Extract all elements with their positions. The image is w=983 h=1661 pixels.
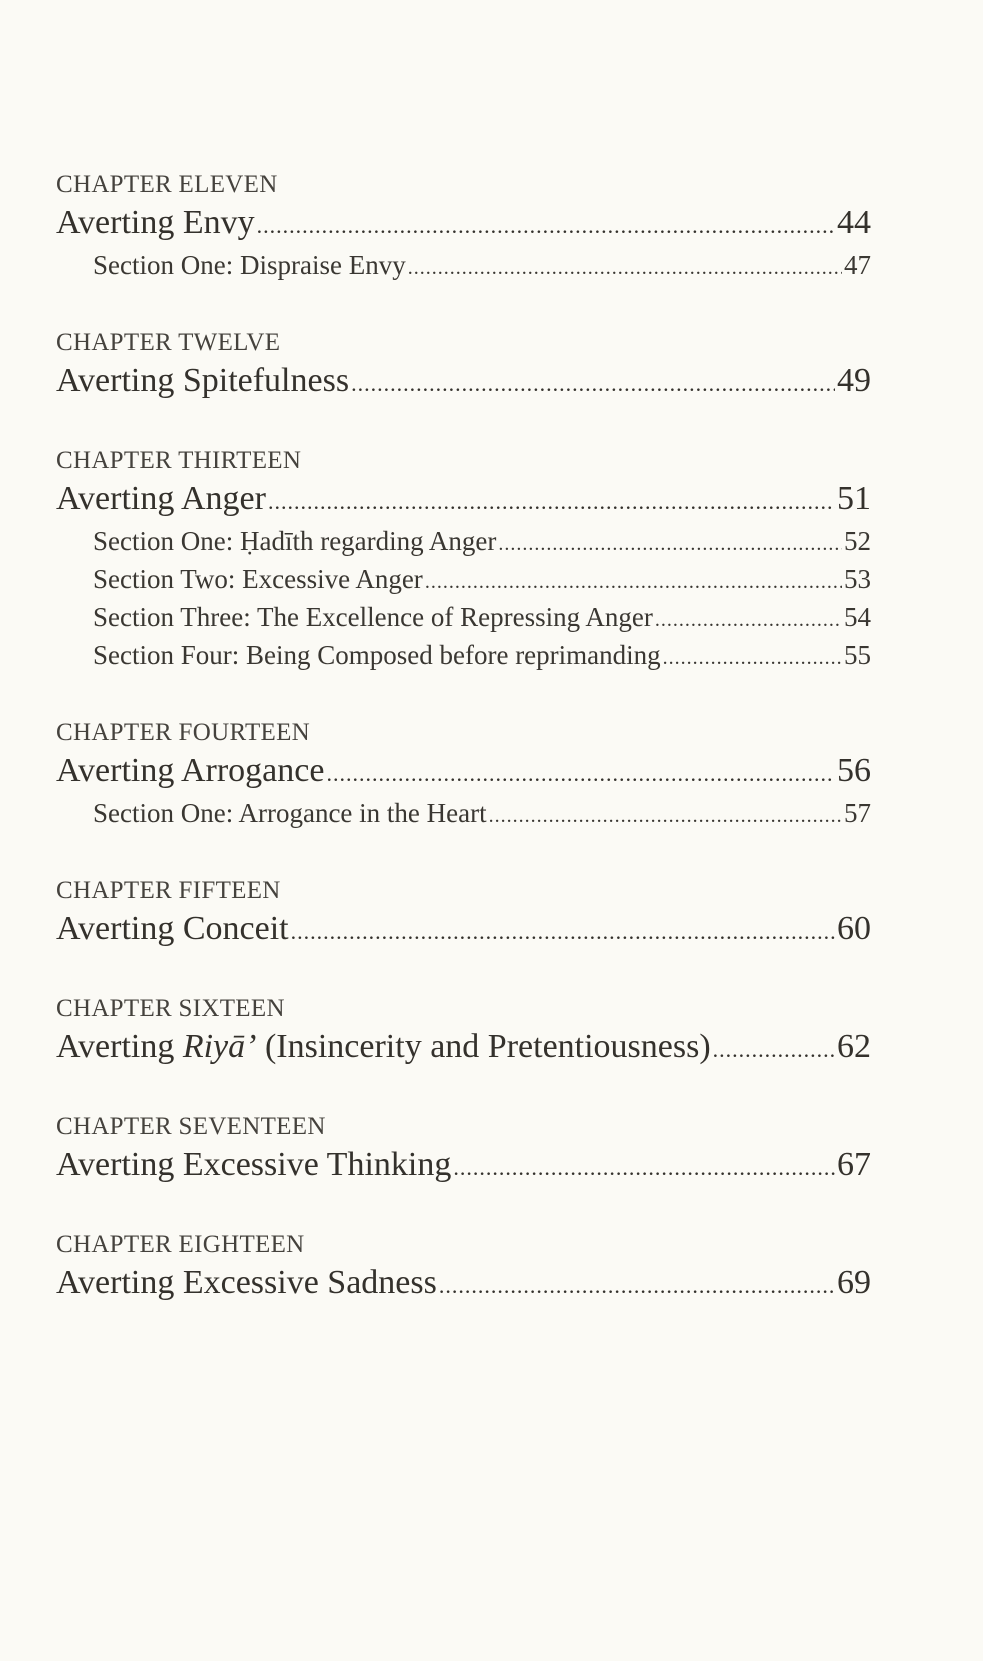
entry-title: Averting Excessive Thinking [56,1146,452,1183]
dot-leader [663,636,842,677]
section-title: Section One: Ḥadīth regarding Anger [93,526,497,556]
toc-entry-averting-conceit[interactable] [56,906,871,952]
page-number: 51 [837,480,871,517]
dot-leader [489,794,842,835]
table-of-contents [56,170,871,1306]
entry-title: Averting Arrogance [56,752,325,789]
page-number: 52 [844,526,871,556]
page-number: 60 [837,910,871,947]
toc-entry-averting-anger[interactable] [56,476,871,522]
chapter-fifteen [56,876,871,952]
chapter-heading: CHAPTER FIFTEEN [56,877,281,904]
entry-title: Averting Excessive Sadness [56,1264,437,1301]
toc-entry-averting-excessive-sadness[interactable] [56,1260,871,1306]
dot-leader [453,1142,835,1191]
entry-title: Averting Spitefulness [56,362,350,399]
toc-entry-averting-arrogance[interactable] [56,748,871,794]
chapter-fourteen [56,718,871,832]
chapter-heading: CHAPTER FOURTEEN [56,719,311,746]
section-title: Section One: Dispraise Envy [93,250,406,280]
chapter-heading: CHAPTER TWELVE [56,329,281,356]
dot-leader [713,1024,835,1073]
page-number: 53 [844,564,871,594]
chapter-twelve [56,328,871,404]
toc-section-hadith-anger[interactable] [56,522,871,560]
chapter-heading: CHAPTER THIRTEEN [56,447,302,474]
chapter-sixteen [56,994,871,1070]
section-title: Section Four: Being Composed before reprimanding [93,640,661,670]
page-number: 49 [837,362,871,399]
section-title: Section Two: Excessive Anger [93,564,423,594]
chapter-eighteen [56,1230,871,1306]
toc-section-being-composed[interactable] [56,636,871,674]
dot-leader [326,748,835,797]
dot-leader [439,1260,835,1309]
chapter-seventeen [56,1112,871,1188]
page-number: 47 [844,250,871,280]
page-number: 56 [837,752,871,789]
dot-leader [351,358,835,407]
section-title: Section One: Arrogance in the Heart [93,798,487,828]
page-number: 69 [837,1264,871,1301]
dot-leader [498,522,842,563]
entry-title-italic: Riyā’ [182,1028,257,1065]
dot-leader [425,560,842,601]
chapter-heading: CHAPTER SIXTEEN [56,995,285,1022]
chapter-heading: CHAPTER ELEVEN [56,171,278,198]
entry-title-prefix: Averting [56,1028,183,1065]
chapter-heading: CHAPTER SEVENTEEN [56,1113,326,1140]
toc-section-excessive-anger[interactable] [56,560,871,598]
page-number: 54 [844,602,871,632]
dot-leader [655,598,842,639]
entry-title-suffix: (Insincerity and Pretentiousness) [256,1028,711,1065]
page-number: 44 [837,204,871,241]
entry-title: Averting Envy [56,204,255,241]
page-number: 57 [844,798,871,828]
entry-title: Averting Conceit [56,910,289,947]
toc-entry-averting-envy[interactable] [56,200,871,246]
chapter-thirteen [56,446,871,674]
section-title: Section Three: The Excellence of Repressing Anger [93,602,653,632]
toc-entry-averting-riya[interactable] [56,1024,871,1070]
toc-section-arrogance-heart[interactable] [56,794,871,832]
toc-section-repressing-anger[interactable] [56,598,871,636]
chapter-heading: CHAPTER EIGHTEEN [56,1231,305,1258]
toc-entry-averting-excessive-thinking[interactable] [56,1142,871,1188]
page-number: 55 [844,640,871,670]
dot-leader [408,246,842,287]
dot-leader [268,476,835,525]
dot-leader [291,906,835,955]
entry-title: Averting Anger [56,480,266,517]
toc-section-dispraise-envy[interactable] [56,246,871,284]
page-number: 62 [837,1028,871,1065]
page-number: 67 [837,1146,871,1183]
toc-entry-averting-spitefulness[interactable] [56,358,871,404]
entry-title [56,1024,711,1070]
dot-leader [257,200,835,249]
chapter-eleven [56,170,871,284]
